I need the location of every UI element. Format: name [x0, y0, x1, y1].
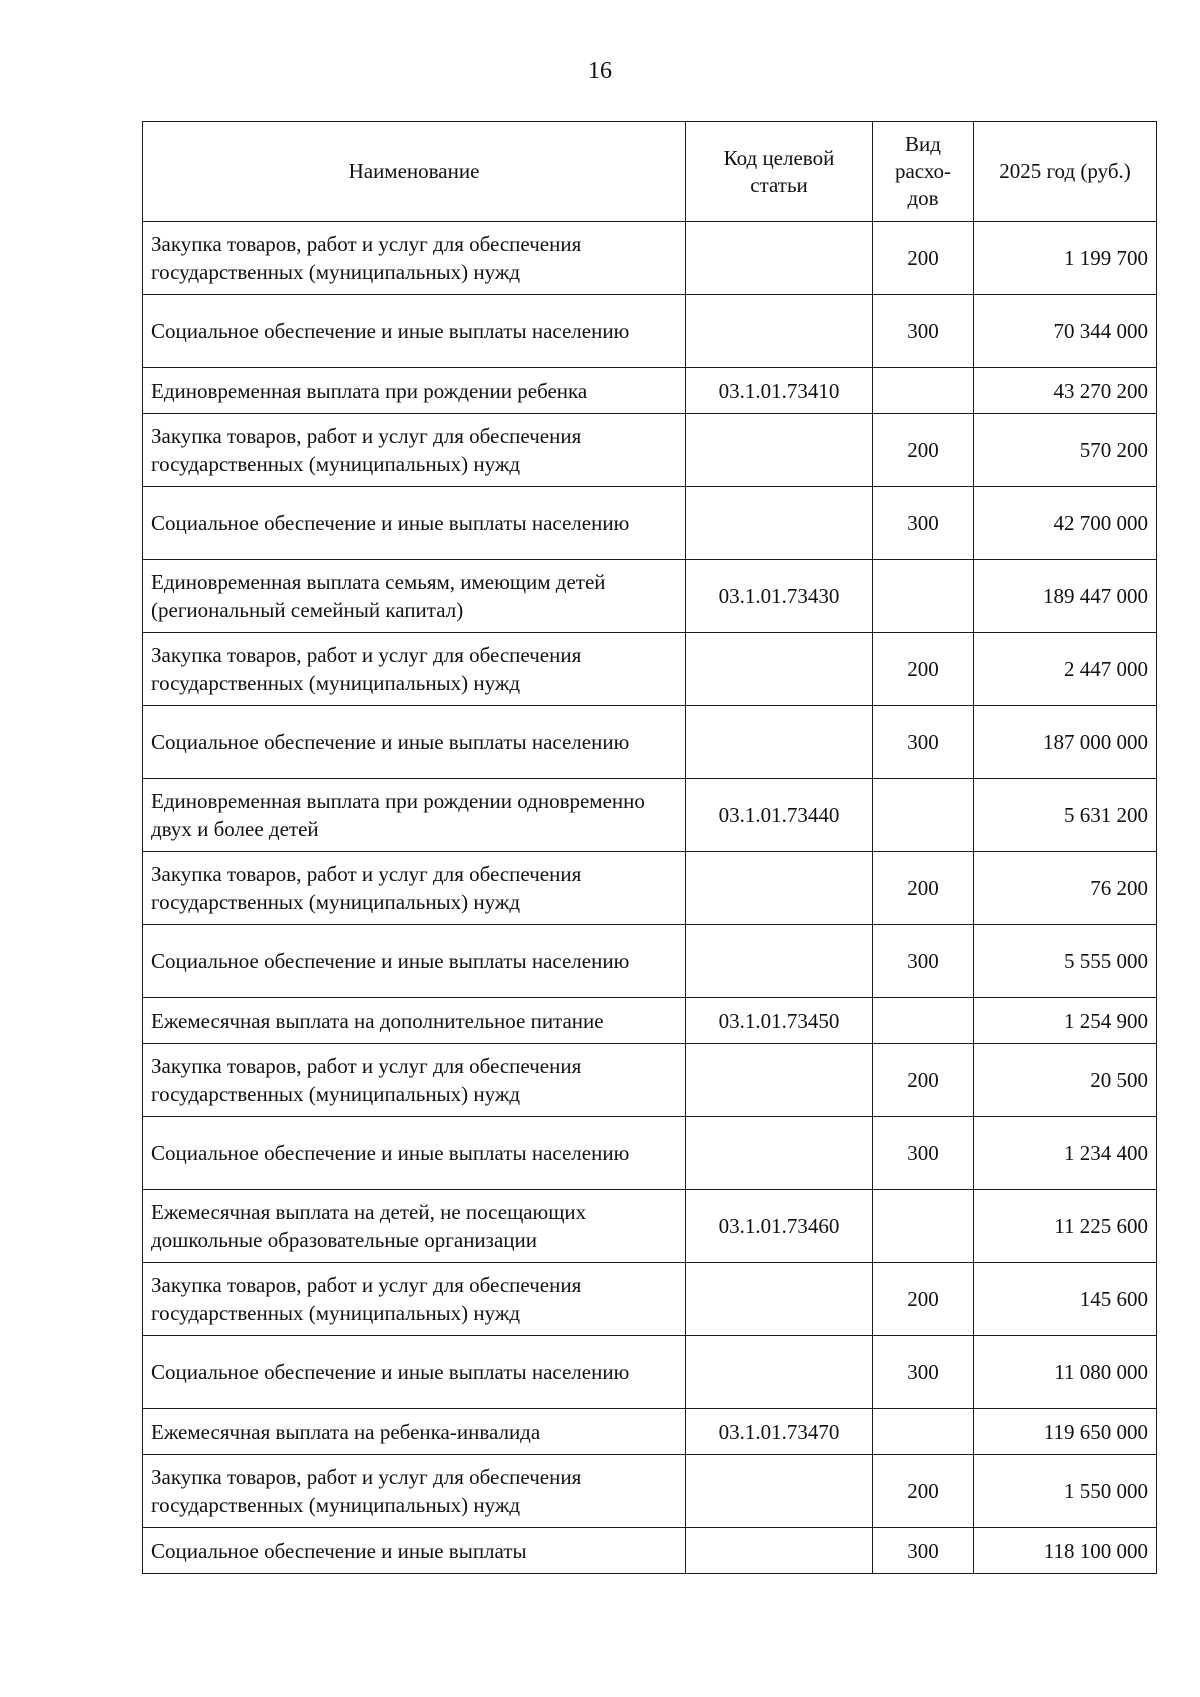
- row-sum: 43 270 200: [974, 368, 1157, 414]
- row-sum: 42 700 000: [974, 487, 1157, 560]
- row-name: Закупка товаров, работ и услуг для обеспечения государственных (муниципальных) нужд: [143, 414, 686, 487]
- row-name: Социальное обеспечение и иные выплаты населению: [143, 295, 686, 368]
- row-type: 300: [873, 1117, 974, 1190]
- row-type: 300: [873, 487, 974, 560]
- row-name: Закупка товаров, работ и услуг для обеспечения государственных (муниципальных) нужд: [143, 852, 686, 925]
- row-code: [686, 925, 873, 998]
- row-name: Социальное обеспечение и иные выплаты: [143, 1528, 686, 1574]
- row-type: [873, 368, 974, 414]
- page-number: 16: [588, 58, 612, 84]
- row-name: Закупка товаров, работ и услуг для обеспечения государственных (муниципальных) нужд: [143, 222, 686, 295]
- row-type: 200: [873, 222, 974, 295]
- row-name: Социальное обеспечение и иные выплаты населению: [143, 1117, 686, 1190]
- table-row: [143, 295, 1157, 368]
- row-code: [686, 1044, 873, 1117]
- row-name: Ежемесячная выплата на ребенка-инвалида: [143, 1409, 686, 1455]
- row-sum: 76 200: [974, 852, 1157, 925]
- table-row: [143, 368, 1157, 414]
- table-row: [143, 1263, 1157, 1336]
- row-type: 300: [873, 1528, 974, 1574]
- header-row: [143, 122, 1157, 222]
- row-code: [686, 1455, 873, 1528]
- row-type: [873, 779, 974, 852]
- row-code: [686, 1336, 873, 1409]
- row-code: 03.1.01.73440: [686, 779, 873, 852]
- row-name: Закупка товаров, работ и услуг для обеспечения государственных (муниципальных) нужд: [143, 1044, 686, 1117]
- row-name: Социальное обеспечение и иные выплаты населению: [143, 925, 686, 998]
- row-type: [873, 560, 974, 633]
- row-sum: 5 555 000: [974, 925, 1157, 998]
- row-sum: 187 000 000: [974, 706, 1157, 779]
- row-type: 200: [873, 852, 974, 925]
- row-code: 03.1.01.73430: [686, 560, 873, 633]
- row-type: 200: [873, 414, 974, 487]
- row-name: Закупка товаров, работ и услуг для обеспечения государственных (муниципальных) нужд: [143, 633, 686, 706]
- row-name: Социальное обеспечение и иные выплаты населению: [143, 1336, 686, 1409]
- table-row: [143, 1409, 1157, 1455]
- row-code: [686, 706, 873, 779]
- row-type: [873, 998, 974, 1044]
- row-sum: 70 344 000: [974, 295, 1157, 368]
- table-row: [143, 706, 1157, 779]
- row-type: 200: [873, 1263, 974, 1336]
- table-row: [143, 925, 1157, 998]
- row-name: Закупка товаров, работ и услуг для обеспечения государственных (муниципальных) нужд: [143, 1263, 686, 1336]
- table-row: [143, 1190, 1157, 1263]
- table-row: [143, 1336, 1157, 1409]
- row-type: 300: [873, 925, 974, 998]
- row-name: Единовременная выплата семьям, имеющим детей (региональный семейный капитал): [143, 560, 686, 633]
- row-code: 03.1.01.73410: [686, 368, 873, 414]
- row-sum: 11 080 000: [974, 1336, 1157, 1409]
- table-row: [143, 1044, 1157, 1117]
- row-sum: 145 600: [974, 1263, 1157, 1336]
- row-name: Ежемесячная выплата на детей, не посещающих дошкольные образовательные организации: [143, 1190, 686, 1263]
- table-row: [143, 222, 1157, 295]
- table-row: [143, 779, 1157, 852]
- row-type: [873, 1190, 974, 1263]
- row-sum: 1 234 400: [974, 1117, 1157, 1190]
- row-type: 300: [873, 706, 974, 779]
- row-name: Единовременная выплата при рождении ребенка: [143, 368, 686, 414]
- row-code: [686, 414, 873, 487]
- row-code: [686, 633, 873, 706]
- row-code: [686, 1263, 873, 1336]
- table-row: [143, 414, 1157, 487]
- table-row: [143, 1117, 1157, 1190]
- row-code: 03.1.01.73460: [686, 1190, 873, 1263]
- header-code: Код целевой статьи: [686, 122, 873, 222]
- table-row: [143, 852, 1157, 925]
- row-type: 300: [873, 1336, 974, 1409]
- table-row: [143, 1528, 1157, 1574]
- header-name: Наименование: [143, 122, 686, 222]
- header-sum: 2025 год (руб.): [974, 122, 1157, 222]
- table-row: [143, 998, 1157, 1044]
- row-code: 03.1.01.73450: [686, 998, 873, 1044]
- row-sum: 5 631 200: [974, 779, 1157, 852]
- row-code: [686, 1528, 873, 1574]
- table-row: [143, 1455, 1157, 1528]
- row-name: Ежемесячная выплата на дополнительное питание: [143, 998, 686, 1044]
- row-code: [686, 852, 873, 925]
- row-sum: 189 447 000: [974, 560, 1157, 633]
- row-type: 200: [873, 1455, 974, 1528]
- row-sum: 2 447 000: [974, 633, 1157, 706]
- row-sum: 118 100 000: [974, 1528, 1157, 1574]
- row-type: [873, 1409, 974, 1455]
- row-type: 200: [873, 1044, 974, 1117]
- row-sum: 1 199 700: [974, 222, 1157, 295]
- row-sum: 570 200: [974, 414, 1157, 487]
- row-name: Социальное обеспечение и иные выплаты населению: [143, 487, 686, 560]
- row-type: 300: [873, 295, 974, 368]
- table-row: [143, 560, 1157, 633]
- row-sum: 1 254 900: [974, 998, 1157, 1044]
- row-sum: 11 225 600: [974, 1190, 1157, 1263]
- budget-table: [142, 121, 1157, 1574]
- row-sum: 20 500: [974, 1044, 1157, 1117]
- row-name: Закупка товаров, работ и услуг для обеспечения государственных (муниципальных) нужд: [143, 1455, 686, 1528]
- row-sum: 1 550 000: [974, 1455, 1157, 1528]
- row-code: [686, 295, 873, 368]
- header-type: Вид расхо-дов: [873, 122, 974, 222]
- row-sum: 119 650 000: [974, 1409, 1157, 1455]
- table-row: [143, 487, 1157, 560]
- row-code: 03.1.01.73470: [686, 1409, 873, 1455]
- row-name: Единовременная выплата при рождении одновременно двух и более детей: [143, 779, 686, 852]
- row-code: [686, 1117, 873, 1190]
- row-code: [686, 487, 873, 560]
- row-name: Социальное обеспечение и иные выплаты населению: [143, 706, 686, 779]
- row-type: 200: [873, 633, 974, 706]
- table-row: [143, 633, 1157, 706]
- row-code: [686, 222, 873, 295]
